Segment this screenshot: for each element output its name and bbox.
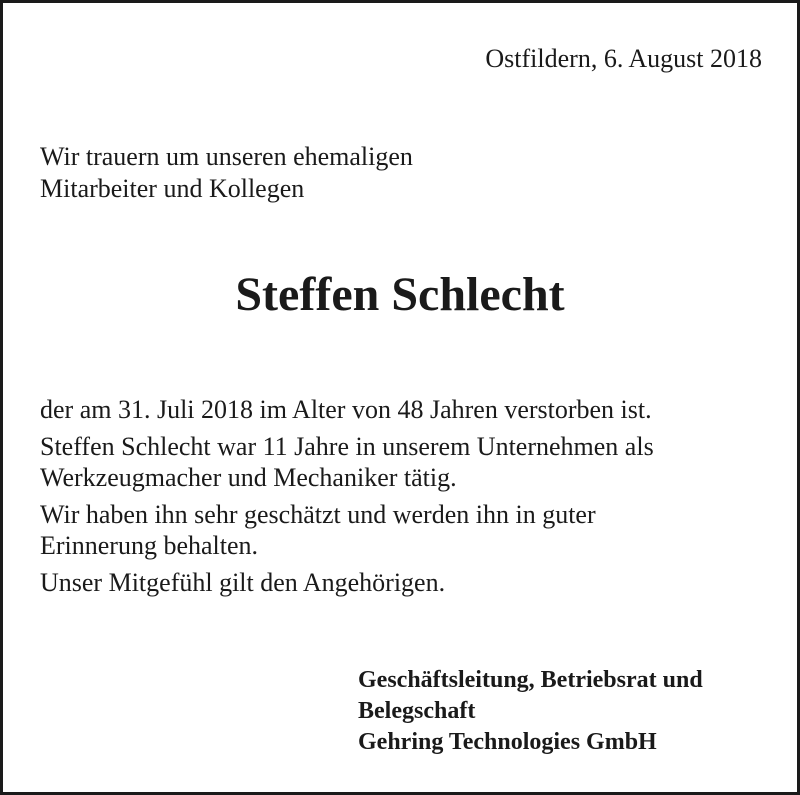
signature-line: Geschäftsleitung, Betriebsrat und: [358, 667, 703, 693]
body-line: Werkzeugmacher und Mechaniker tätig.: [40, 463, 457, 492]
intro-line: Wir trauern um unseren ehemaligen: [40, 142, 413, 171]
body-line: Wir haben ihn sehr geschätzt und werden ihn in guter: [40, 500, 596, 529]
signature-block: [358, 665, 703, 758]
body-line: der am 31. Juli 2018 im Alter von 48 Jahren verstorben ist.: [40, 395, 652, 424]
intro-text: [40, 141, 413, 205]
body-line: Unser Mitgefühl gilt den Angehörigen.: [40, 568, 446, 597]
signature-line: Gehring Technologies GmbH: [358, 729, 657, 755]
body-line: Steffen Schlecht war 11 Jahre in unserem Unternehmen als: [40, 432, 654, 461]
deceased-name: Steffen Schlecht: [235, 268, 565, 321]
place-and-date: Ostfildern, 6. August 2018: [485, 44, 762, 73]
notice-body: [40, 388, 654, 604]
intro-line: Mitarbeiter und Kollegen: [40, 174, 305, 203]
signature-line: Belegschaft: [358, 698, 476, 724]
body-line: Erinnerung behalten.: [40, 531, 259, 560]
